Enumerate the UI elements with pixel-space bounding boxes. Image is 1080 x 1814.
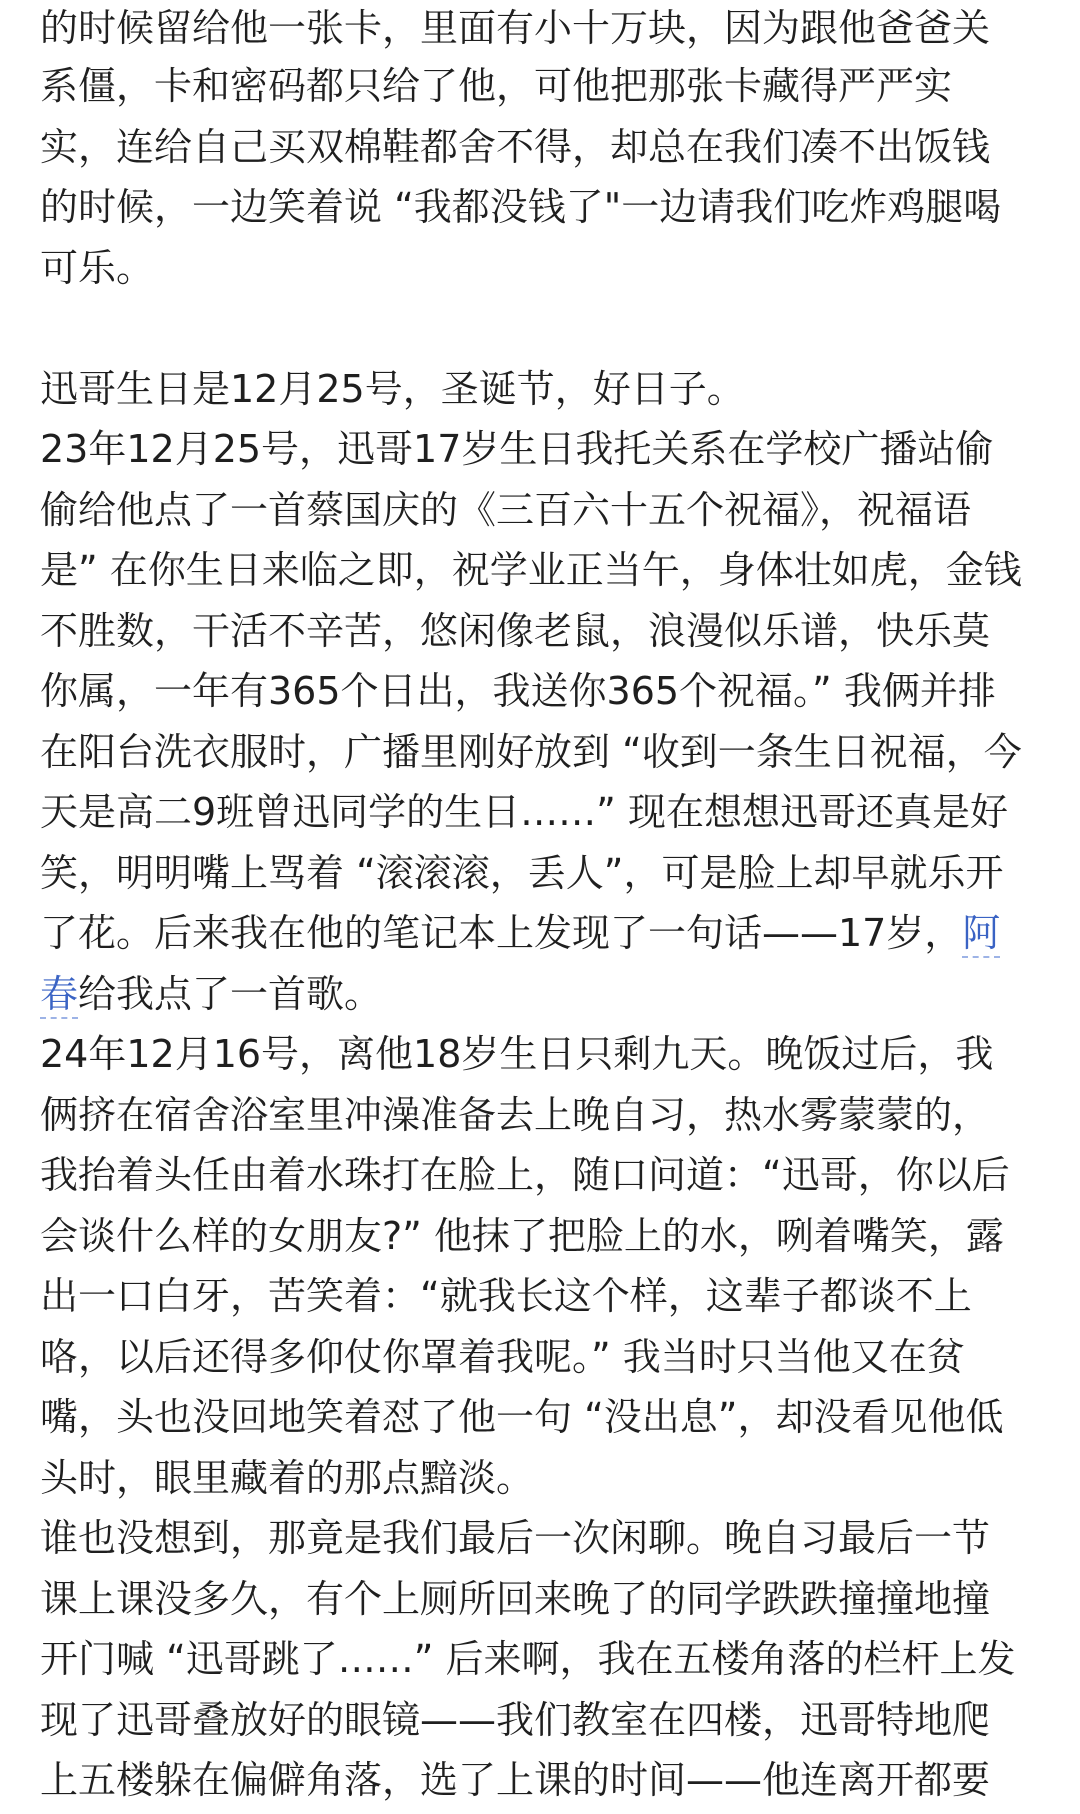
text-line: 的时候留给他一张卡，里面有小十万块，因为跟他爸爸关	[40, 6, 991, 50]
text-line: 的时候，一边笑着说 “我都没钱了"一边请我们吃炸鸡腿喝	[40, 185, 1002, 229]
paragraph-gap	[40, 298, 1050, 359]
text-line: 不胜数，干活不辛苦，悠闲像老鼠，浪漫似乐谱，快乐莫	[40, 608, 991, 653]
text-line: 咯，以后还得多仰仗你罩着我呢。” 我当时只当他又在贫	[40, 1334, 965, 1379]
article-body	[40, 0, 1050, 1811]
text-line: 会谈什么样的女朋友?” 他抹了把脸上的水，咧着嘴笑，露	[40, 1213, 1004, 1258]
a-chun-link[interactable]: 阿	[962, 911, 1000, 958]
text-line: 可乐。	[40, 245, 155, 290]
text-line: 谁也没想到，那竟是我们最后一次闲聊。晚自习最后一节	[40, 1516, 991, 1560]
text-line: 偷给他点了一首蔡国庆的《三百六十五个祝福》，祝福语	[40, 487, 972, 532]
text-segment: 了花。后来我在他的笔记本上发现了一句话——17岁，	[40, 911, 963, 955]
text-line: 课上课没多久，有个上厕所回来晚了的同学跌跌撞撞地撞	[40, 1576, 991, 1621]
text-line: 24年12月16号，离他18岁生日只剩九天。晚饭过后，我	[40, 1032, 994, 1076]
text-line: 你属，一年有365个日出，我送你365个祝福。” 我俩并排	[40, 669, 996, 713]
text-line: 迅哥生日是12月25号，圣诞节，好日子。	[40, 366, 745, 411]
text-line: 上五楼躲在偏僻角落，选了上课的时间——他连离开都要	[40, 1758, 991, 1802]
text-line: 我抬着头任由着水珠打在脸上，随口问道：“迅哥，你以后	[40, 1153, 1010, 1197]
text-segment: 给我点了一首歌。	[78, 971, 383, 1016]
text-line: 实，连给自己买双棉鞋都舍不得，却总在我们凑不出饭钱	[40, 124, 991, 169]
text-line: 是” 在你生日来临之即，祝学业正当午，身体壮如虎，金钱	[40, 548, 1022, 592]
text-line: 23年12月25号，迅哥17岁生日我托关系在学校广播站偷	[40, 427, 994, 471]
text-line: 嘴，头也没回地笑着怼了他一句 “没出息”，却没看见他低	[40, 1395, 1004, 1439]
text-line: 笑，明明嘴上骂着 “滚滚滚，丢人”，可是脸上却早就乐开	[40, 850, 1004, 895]
text-line: 天是高二9班曾迅同学的生日……” 现在想想迅哥还真是好	[40, 790, 1008, 834]
text-line: 出一口白牙，苦笑着：“就我长这个样，这辈子都谈不上	[40, 1274, 972, 1318]
text-line: 在阳台洗衣服时，广播里刚好放到 “收到一条生日祝福，今	[40, 729, 1022, 774]
text-line	[40, 903, 1050, 964]
text-line: 现了迅哥叠放好的眼镜——我们教室在四楼，迅哥特地爬	[40, 1697, 991, 1742]
text-line	[40, 964, 1050, 1025]
text-line: 开门喊 “迅哥跳了……” 后来啊，我在五楼角落的栏杆上发	[40, 1637, 1016, 1681]
text-line: 头时，眼里藏着的那点黯淡。	[40, 1455, 535, 1500]
text-line: 俩挤在宿舍浴室里冲澡准备去上晚自习，热水雾蒙蒙的，	[40, 1092, 991, 1137]
text-line: 系僵，卡和密码都只给了他，可他把那张卡藏得严严实	[40, 64, 953, 108]
a-chun-link-continued[interactable]: 春	[40, 972, 78, 1019]
